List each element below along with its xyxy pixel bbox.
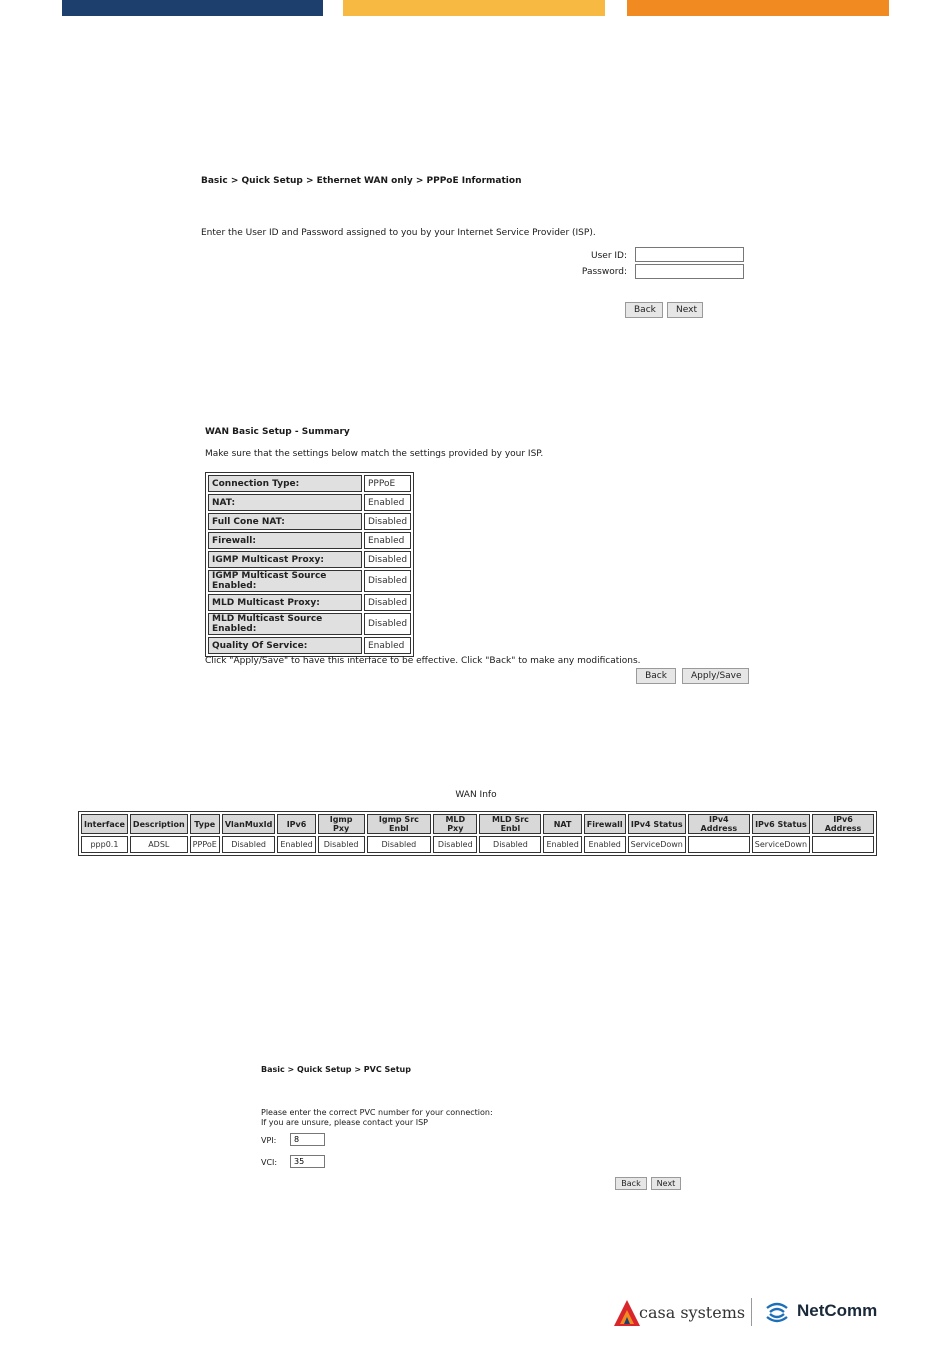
- summary-value: Disabled: [364, 613, 411, 635]
- wan-cell: ServiceDown: [752, 836, 810, 853]
- wan-column-header: IPv6 Status: [752, 814, 810, 834]
- summary-row: [208, 570, 411, 592]
- summary-title: WAN Basic Setup - Summary: [205, 427, 350, 437]
- summary-key: Firewall:: [208, 532, 362, 549]
- header-bar-yellow: [343, 0, 605, 16]
- summary-row: [208, 532, 411, 549]
- summary-key: Full Cone NAT:: [208, 513, 362, 530]
- wan-column-header: Interface: [81, 814, 128, 834]
- summary-value: Enabled: [364, 637, 411, 654]
- pppoe-instruction: Enter the User ID and Password assigned to you by your Internet Service Provider (ISP).: [201, 228, 596, 238]
- summary-value: Disabled: [364, 594, 411, 611]
- wan-column-header: Igmp Src Enbl: [367, 814, 432, 834]
- wan-cell: ServiceDown: [628, 836, 686, 853]
- wan-cell: PPPoE: [190, 836, 220, 853]
- vpi-label: VPI:: [261, 1136, 277, 1145]
- wan-cell: Enabled: [277, 836, 315, 853]
- wan-column-header: Type: [190, 814, 220, 834]
- user-id-label: User ID:: [591, 251, 627, 261]
- pvc-next-button[interactable]: Next: [651, 1177, 681, 1190]
- summary-row: [208, 513, 411, 530]
- wan-cell: ADSL: [130, 836, 188, 853]
- summary-key: IGMP Multicast Proxy:: [208, 551, 362, 568]
- netcomm-logo-text: NetComm: [797, 1301, 878, 1320]
- password-input[interactable]: [635, 264, 744, 279]
- wan-column-header: MLD Src Enbl: [479, 814, 541, 834]
- summary-row: [208, 475, 411, 492]
- vci-label: VCI:: [261, 1158, 278, 1167]
- pppoe-back-button[interactable]: Back: [625, 302, 663, 318]
- apply-save-button[interactable]: Apply/Save: [682, 668, 749, 684]
- summary-row: [208, 613, 411, 635]
- wan-cell: Disabled: [367, 836, 432, 853]
- wan-cell: Disabled: [433, 836, 477, 853]
- wan-cell: ppp0.1: [81, 836, 128, 853]
- pppoe-breadcrumb: Basic > Quick Setup > Ethernet WAN only > PPPoE Information: [201, 176, 522, 186]
- wan-column-header: Description: [130, 814, 188, 834]
- wan-column-header: Igmp Pxy: [318, 814, 365, 834]
- summary-row: [208, 594, 411, 611]
- summary-key: MLD Multicast Source Enabled:: [208, 613, 362, 635]
- vci-input[interactable]: [290, 1155, 325, 1168]
- wan-column-header: NAT: [543, 814, 581, 834]
- summary-key: Connection Type:: [208, 475, 362, 492]
- wan-cell: Disabled: [479, 836, 541, 853]
- summary-value: Disabled: [364, 551, 411, 568]
- casa-logo-text: casa systems: [639, 1303, 746, 1322]
- summary-intro: Make sure that the settings below match the settings provided by your ISP.: [205, 449, 544, 459]
- wan-cell: Disabled: [222, 836, 276, 853]
- pvc-instruction-1: Please enter the correct PVC number for your connection:: [261, 1108, 493, 1117]
- summary-key: Quality Of Service:: [208, 637, 362, 654]
- wan-column-header: IPv4 Address: [688, 814, 750, 834]
- wan-cell: Enabled: [584, 836, 626, 853]
- wan-info-title: WAN Info: [455, 790, 497, 800]
- summary-value: Disabled: [364, 513, 411, 530]
- wan-column-header: IPv6 Address: [812, 814, 874, 834]
- logo-divider: [751, 1298, 752, 1326]
- summary-key: IGMP Multicast Source Enabled:: [208, 570, 362, 592]
- pvc-breadcrumb: Basic > Quick Setup > PVC Setup: [261, 1065, 411, 1074]
- wan-column-header: Firewall: [584, 814, 626, 834]
- summary-key: NAT:: [208, 494, 362, 511]
- pvc-instruction-2: If you are unsure, please contact your ISP: [261, 1118, 428, 1127]
- vpi-input[interactable]: [290, 1133, 325, 1146]
- user-id-input[interactable]: [635, 247, 744, 262]
- header-bar-orange: [627, 0, 889, 16]
- summary-back-button[interactable]: Back: [636, 668, 676, 684]
- netcomm-wifi-icon: [764, 1298, 790, 1326]
- wan-cell: [688, 836, 750, 853]
- wan-column-header: MLD Pxy: [433, 814, 477, 834]
- wan-cell: [812, 836, 874, 853]
- summary-value: Enabled: [364, 494, 411, 511]
- casa-systems-logo: [612, 1296, 746, 1328]
- summary-table: [205, 472, 414, 657]
- wan-column-header: VlanMuxId: [222, 814, 276, 834]
- password-label: Password:: [581, 267, 627, 277]
- casa-triangle-icon: [612, 1298, 642, 1328]
- header-bar-blue: [62, 0, 323, 16]
- summary-value: Enabled: [364, 532, 411, 549]
- netcomm-logo: [764, 1296, 884, 1328]
- wan-cell: Enabled: [543, 836, 581, 853]
- wan-info-table: [78, 811, 877, 856]
- summary-value: PPPoE: [364, 475, 411, 492]
- summary-key: MLD Multicast Proxy:: [208, 594, 362, 611]
- summary-row: [208, 637, 411, 654]
- pppoe-next-button[interactable]: Next: [667, 302, 703, 318]
- table-row: [81, 836, 874, 853]
- wan-column-header: IPv4 Status: [628, 814, 686, 834]
- wan-cell: Disabled: [318, 836, 365, 853]
- wan-column-header: IPv6: [277, 814, 315, 834]
- summary-row: [208, 551, 411, 568]
- pvc-back-button[interactable]: Back: [615, 1177, 647, 1190]
- summary-value: Disabled: [364, 570, 411, 592]
- summary-row: [208, 494, 411, 511]
- summary-footer: Click "Apply/Save" to have this interface to be effective. Click "Back" to make any modifications.: [205, 656, 641, 666]
